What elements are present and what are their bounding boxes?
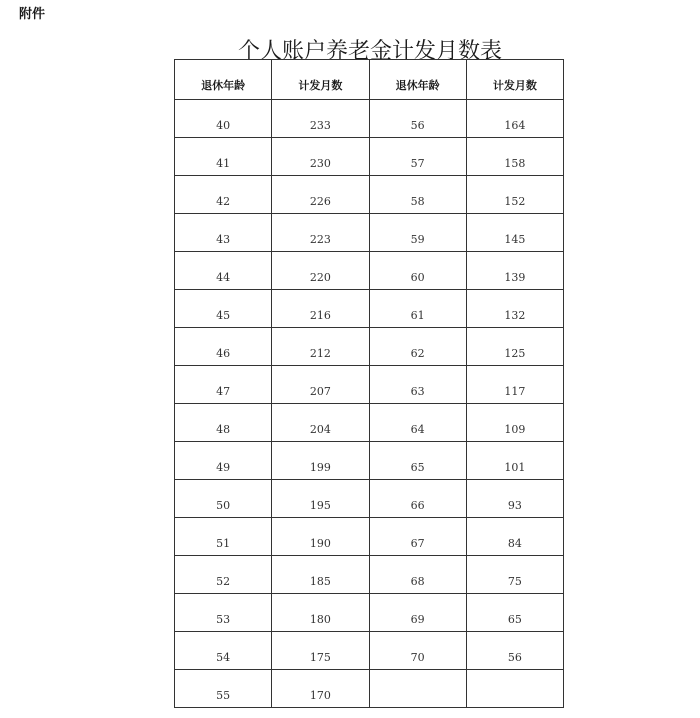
cell-retirement-age: 66 — [369, 480, 466, 518]
document-title: 个人账户养老金计发月数表 — [237, 39, 502, 64]
cell-payout-months: 125 — [466, 328, 563, 366]
cell-retirement-age: 56 — [369, 100, 466, 138]
cell-retirement-age: 64 — [369, 404, 466, 442]
header-retirement-age: 退休年龄 — [175, 60, 272, 100]
cell-payout-months: 170 — [272, 670, 369, 708]
cell-payout-months: 175 — [272, 632, 369, 670]
cell-retirement-age: 48 — [175, 404, 272, 442]
cell-payout-months: 145 — [466, 214, 563, 252]
cell-retirement-age: 43 — [175, 214, 272, 252]
cell-retirement-age: 46 — [175, 328, 272, 366]
cell-payout-months: 65 — [466, 594, 563, 632]
cell-retirement-age: 47 — [175, 366, 272, 404]
table-row — [175, 670, 564, 708]
table-row — [175, 480, 564, 518]
cell-payout-months: 93 — [466, 480, 563, 518]
header-retirement-age: 退休年龄 — [369, 60, 466, 100]
cell-payout-months: 207 — [272, 366, 369, 404]
cell-payout-months: 84 — [466, 518, 563, 556]
cell-payout-months: 190 — [272, 518, 369, 556]
cell-retirement-age: 70 — [369, 632, 466, 670]
table-row — [175, 404, 564, 442]
cell-payout-months: 164 — [466, 100, 563, 138]
cell-retirement-age: 44 — [175, 252, 272, 290]
cell-retirement-age — [369, 670, 466, 708]
cell-payout-months — [466, 670, 563, 708]
pension-months-table — [174, 59, 564, 708]
cell-payout-months: 56 — [466, 632, 563, 670]
cell-payout-months: 216 — [272, 290, 369, 328]
cell-payout-months: 220 — [272, 252, 369, 290]
cell-retirement-age: 62 — [369, 328, 466, 366]
cell-retirement-age: 59 — [369, 214, 466, 252]
table-row — [175, 290, 564, 328]
cell-payout-months: 101 — [466, 442, 563, 480]
cell-payout-months: 139 — [466, 252, 563, 290]
cell-retirement-age: 41 — [175, 138, 272, 176]
cell-retirement-age: 54 — [175, 632, 272, 670]
header-payout-months: 计发月数 — [466, 60, 563, 100]
table-row — [175, 252, 564, 290]
cell-retirement-age: 67 — [369, 518, 466, 556]
cell-retirement-age: 45 — [175, 290, 272, 328]
table-header-row — [175, 60, 564, 100]
cell-retirement-age: 69 — [369, 594, 466, 632]
cell-payout-months: 117 — [466, 366, 563, 404]
cell-retirement-age: 52 — [175, 556, 272, 594]
cell-retirement-age: 49 — [175, 442, 272, 480]
cell-payout-months: 158 — [466, 138, 563, 176]
cell-retirement-age: 55 — [175, 670, 272, 708]
cell-payout-months: 152 — [466, 176, 563, 214]
cell-retirement-age: 57 — [369, 138, 466, 176]
cell-payout-months: 204 — [272, 404, 369, 442]
cell-retirement-age: 51 — [175, 518, 272, 556]
cell-retirement-age: 68 — [369, 556, 466, 594]
cell-payout-months: 212 — [272, 328, 369, 366]
cell-payout-months: 132 — [466, 290, 563, 328]
cell-retirement-age: 53 — [175, 594, 272, 632]
table-row — [175, 632, 564, 670]
cell-payout-months: 195 — [272, 480, 369, 518]
table-row — [175, 176, 564, 214]
table-row — [175, 100, 564, 138]
cell-retirement-age: 42 — [175, 176, 272, 214]
table-row — [175, 328, 564, 366]
cell-retirement-age: 58 — [369, 176, 466, 214]
table-row — [175, 518, 564, 556]
cell-payout-months: 109 — [466, 404, 563, 442]
cell-payout-months: 75 — [466, 556, 563, 594]
cell-payout-months: 180 — [272, 594, 369, 632]
attachment-label: 附件 — [19, 7, 46, 22]
table-row — [175, 366, 564, 404]
cell-retirement-age: 40 — [175, 100, 272, 138]
cell-payout-months: 226 — [272, 176, 369, 214]
cell-retirement-age: 60 — [369, 252, 466, 290]
cell-payout-months: 199 — [272, 442, 369, 480]
header-payout-months: 计发月数 — [272, 60, 369, 100]
cell-retirement-age: 65 — [369, 442, 466, 480]
table-row — [175, 442, 564, 480]
table-row — [175, 138, 564, 176]
cell-payout-months: 185 — [272, 556, 369, 594]
cell-retirement-age: 63 — [369, 366, 466, 404]
table-row — [175, 214, 564, 252]
table-row — [175, 594, 564, 632]
cell-payout-months: 233 — [272, 100, 369, 138]
cell-retirement-age: 50 — [175, 480, 272, 518]
cell-payout-months: 223 — [272, 214, 369, 252]
table-row — [175, 556, 564, 594]
cell-payout-months: 230 — [272, 138, 369, 176]
cell-retirement-age: 61 — [369, 290, 466, 328]
